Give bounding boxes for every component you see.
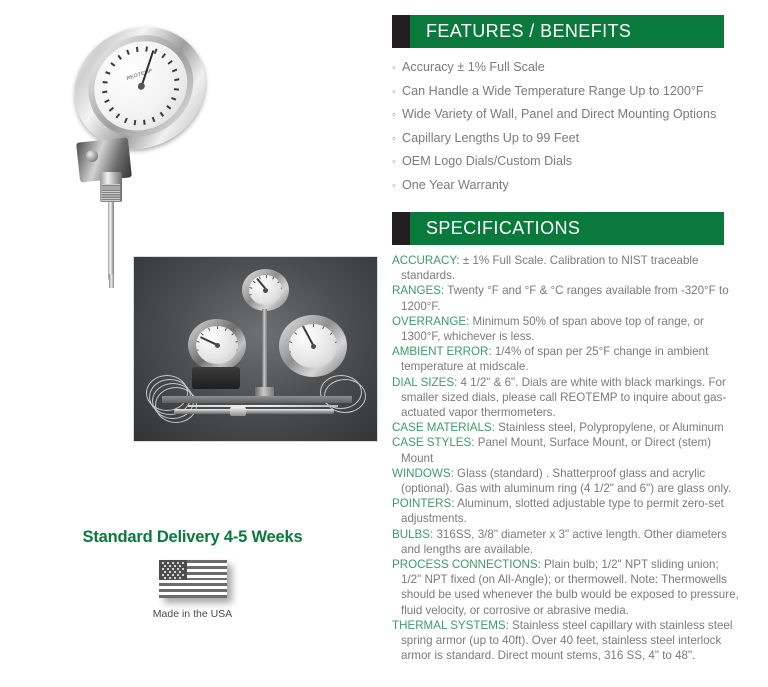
specification-text: Glass (standard) . Shatterproof glass and acrylic (optional). Gas with aluminum ring (4 1/2" and 6") are glass only. xyxy=(401,466,732,496)
specification-label: THERMAL SYSTEMS: xyxy=(392,618,509,632)
specification-item xyxy=(392,253,740,283)
specification-label: CASE STYLES: xyxy=(392,436,475,450)
specification-item xyxy=(392,420,740,435)
gauge-bezel xyxy=(69,17,212,160)
made-in-usa-caption: Made in the USA xyxy=(152,608,233,620)
delivery-heading: Standard Delivery 4-5 Weeks xyxy=(82,528,303,546)
probe-stem-tip xyxy=(109,274,114,288)
dial-tick xyxy=(105,72,110,75)
specification-text: Aluminum, slotted adjustable type to permit zero-set adjustments. xyxy=(401,497,724,526)
main-product-image xyxy=(60,22,220,262)
dial-tick xyxy=(167,105,172,109)
feature-item xyxy=(392,174,742,198)
right-column xyxy=(385,0,768,687)
joint-bolt-icon xyxy=(86,150,98,162)
dial-tick xyxy=(160,112,164,117)
dial-tick xyxy=(103,82,108,84)
banner-accent-tab xyxy=(392,15,410,48)
specification-text: ± 1% Full Scale. Calibration to NIST traceable standards. xyxy=(401,254,699,283)
dial-tick xyxy=(171,97,176,100)
dial-tick xyxy=(126,50,129,55)
specification-label: AMBIENT ERROR: xyxy=(392,345,492,359)
specification-text: Panel Mount, Surface Mount, or Direct (stem) Mount xyxy=(401,436,711,465)
made-in-usa-block xyxy=(0,560,385,620)
probe-union-nut xyxy=(230,407,246,416)
bench-surface xyxy=(162,396,352,403)
specification-item xyxy=(392,314,740,344)
specification-label: WINDOWS: xyxy=(392,466,454,480)
feature-item-label: Capillary Lengths Up to 99 Feet xyxy=(402,130,580,145)
dial-tick xyxy=(172,69,177,73)
feature-item-label: Can Handle a Wide Temperature Range Up to 1200°F xyxy=(402,83,704,98)
gauge-dial-face xyxy=(90,34,192,138)
dial-tick xyxy=(144,120,146,125)
feature-bullet-icon: ◦ xyxy=(392,85,396,98)
specification-item xyxy=(392,375,740,421)
specification-item xyxy=(392,557,740,618)
specifications-list xyxy=(392,253,740,663)
features-list xyxy=(392,56,742,197)
specification-text: Twenty °F and °F & °C ranges available from -320°F to 1200°F. xyxy=(401,284,729,313)
dial-tick xyxy=(145,46,147,51)
specification-item xyxy=(392,466,740,496)
banner-accent-tab xyxy=(392,212,410,245)
specification-item xyxy=(392,344,740,374)
specification-label: RANGES: xyxy=(392,284,445,298)
feature-bullet-icon: ◦ xyxy=(392,62,396,74)
dial-hub xyxy=(137,82,145,90)
specification-label: PROCESS CONNECTIONS: xyxy=(392,558,541,572)
dial-tick xyxy=(116,114,120,119)
dial-tick xyxy=(152,117,155,122)
dial-tick xyxy=(134,120,136,125)
threaded-connection xyxy=(102,184,120,202)
feature-bullet-icon: ◦ xyxy=(392,109,396,121)
feature-bullet-icon: ◦ xyxy=(392,132,396,145)
probe-stem xyxy=(108,202,114,280)
gauge-top-stem xyxy=(262,309,267,392)
dial-tick xyxy=(104,100,109,104)
feature-item xyxy=(392,56,742,80)
specification-label: OVERRANGE: xyxy=(392,314,470,328)
specification-text: 316SS, 3/8" diameter x 3" active length. Other diameters and lengths are available. xyxy=(401,527,727,556)
dial-tick xyxy=(110,63,115,67)
gauge-ring xyxy=(83,27,198,145)
feature-item xyxy=(392,150,742,174)
feature-bullet-icon: ◦ xyxy=(392,179,396,192)
dial-tick xyxy=(117,55,121,60)
dial-tick xyxy=(168,60,173,64)
specification-text: Minimum 50% of span above top of range, or 1300°F, whichever is less. xyxy=(401,314,704,344)
dial-tick xyxy=(161,53,165,58)
gauge-right xyxy=(279,315,347,377)
specification-label: CASE MATERIALS: xyxy=(392,421,495,435)
specification-text: Stainless steel, Polypropylene, or Aluminum xyxy=(494,421,724,435)
feature-item-label: One Year Warranty xyxy=(402,177,509,192)
specification-text: Stainless steel capillary with stainless steel spring armor (up to 40ft). Over 40 feet, stainless steel interlock armor is standard. Direct mount stems, 316 SS, 4" to 48". xyxy=(401,618,733,663)
specification-label: ACCURACY: xyxy=(392,254,460,267)
dial-brand-label: REOTEMP xyxy=(126,67,154,82)
feature-item-label: Wide Variety of Wall, Panel and Direct Mounting Options xyxy=(402,107,717,121)
feature-item-label: Accuracy ± 1% Full Scale xyxy=(402,60,545,74)
dial-tick xyxy=(102,91,107,93)
specification-item xyxy=(392,618,740,664)
dial-tick xyxy=(174,78,179,80)
specification-item xyxy=(392,435,740,465)
dial-tick xyxy=(124,118,127,123)
gauge-left-base xyxy=(192,367,240,389)
flag-canton xyxy=(159,560,187,580)
feature-item xyxy=(392,103,742,127)
feature-bullet-icon: ◦ xyxy=(392,156,396,168)
features-banner xyxy=(392,15,724,48)
feature-item-label: OEM Logo Dials/Custom Dials xyxy=(402,154,573,168)
specification-text: Plain bulb; 1/2" NPT sliding union; 1/2" NPT fixed (on All-Angle); or thermowell. Note: Thermowells should be used whenever the bulb would be exposed to pressure, fluid velocity, or corrosive or abrasive media. xyxy=(401,558,739,617)
specifications-banner-title: SPECIFICATIONS xyxy=(426,218,581,238)
specification-label: DIAL SIZES: xyxy=(392,375,458,389)
dial-tick xyxy=(109,107,114,111)
specification-label: POINTERS: xyxy=(392,497,455,511)
feature-item xyxy=(392,127,742,151)
features-banner-title: FEATURES / BENEFITS xyxy=(426,21,632,41)
specification-text: 4 1/2" & 6". Dials are white with black markings. For smaller sized dials, please call REOTEMP to inquire about gas-actuated vapor thermometers. xyxy=(401,375,727,420)
specifications-banner xyxy=(392,212,724,245)
probe-assembly xyxy=(174,409,334,414)
dial-tick xyxy=(136,47,138,52)
feature-item xyxy=(392,80,742,104)
gauge-left xyxy=(188,319,246,371)
dial-tick xyxy=(154,49,157,54)
gauge-top xyxy=(242,269,289,311)
specification-item xyxy=(392,283,740,313)
usa-flag-icon xyxy=(159,560,227,598)
dial-tick xyxy=(174,88,179,90)
secondary-product-image xyxy=(133,256,378,442)
specification-item xyxy=(392,527,740,557)
specification-label: BULBS: xyxy=(392,527,434,541)
capillary-tube xyxy=(188,405,338,407)
specification-text: 1/4% of span per 25°F change in ambient temperature at midscale. xyxy=(401,345,709,374)
specification-item xyxy=(392,496,740,526)
